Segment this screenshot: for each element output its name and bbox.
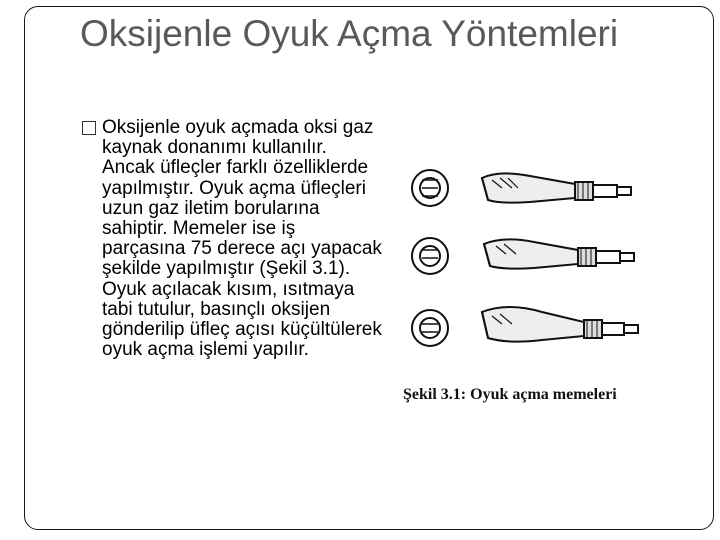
- nozzle-2: [412, 238, 634, 274]
- body-text-block: [82, 118, 382, 540]
- figure-caption: Şekil 3.1: Oyuk açma memeleri: [403, 386, 617, 403]
- slide-title: Oksijenle Oyuk Açma Yöntemleri: [80, 13, 619, 54]
- nozzle-figure: [400, 158, 680, 418]
- nozzle-1: [412, 170, 631, 206]
- bullet-text: Oksijenle oyuk açmada oksi gaz kaynak donanımı kullanılır. Ancak üfleçler farklı özelliklerde yapılmıştır. Oyuk açma üfleçleri uzun gaz iletim borularına sahiptir. Memeler ise iş parçasına 75 derece açı yapacak şekilde yapılmıştır (Şekil 3.1). Oyuk açılacak kısım, ısıtmaya tabi tutulur, basınçlı oksijen gönderilip üfleç açısı küçültülerek oyuk açma işlemi yapılır.: [102, 118, 382, 361]
- nozzle-2-end-view: [412, 238, 448, 274]
- nozzle-3-end-view: [412, 310, 448, 346]
- bullet-item: [82, 118, 382, 360]
- checkbox-bullet-icon: [82, 121, 96, 135]
- nozzle-3: [412, 307, 638, 346]
